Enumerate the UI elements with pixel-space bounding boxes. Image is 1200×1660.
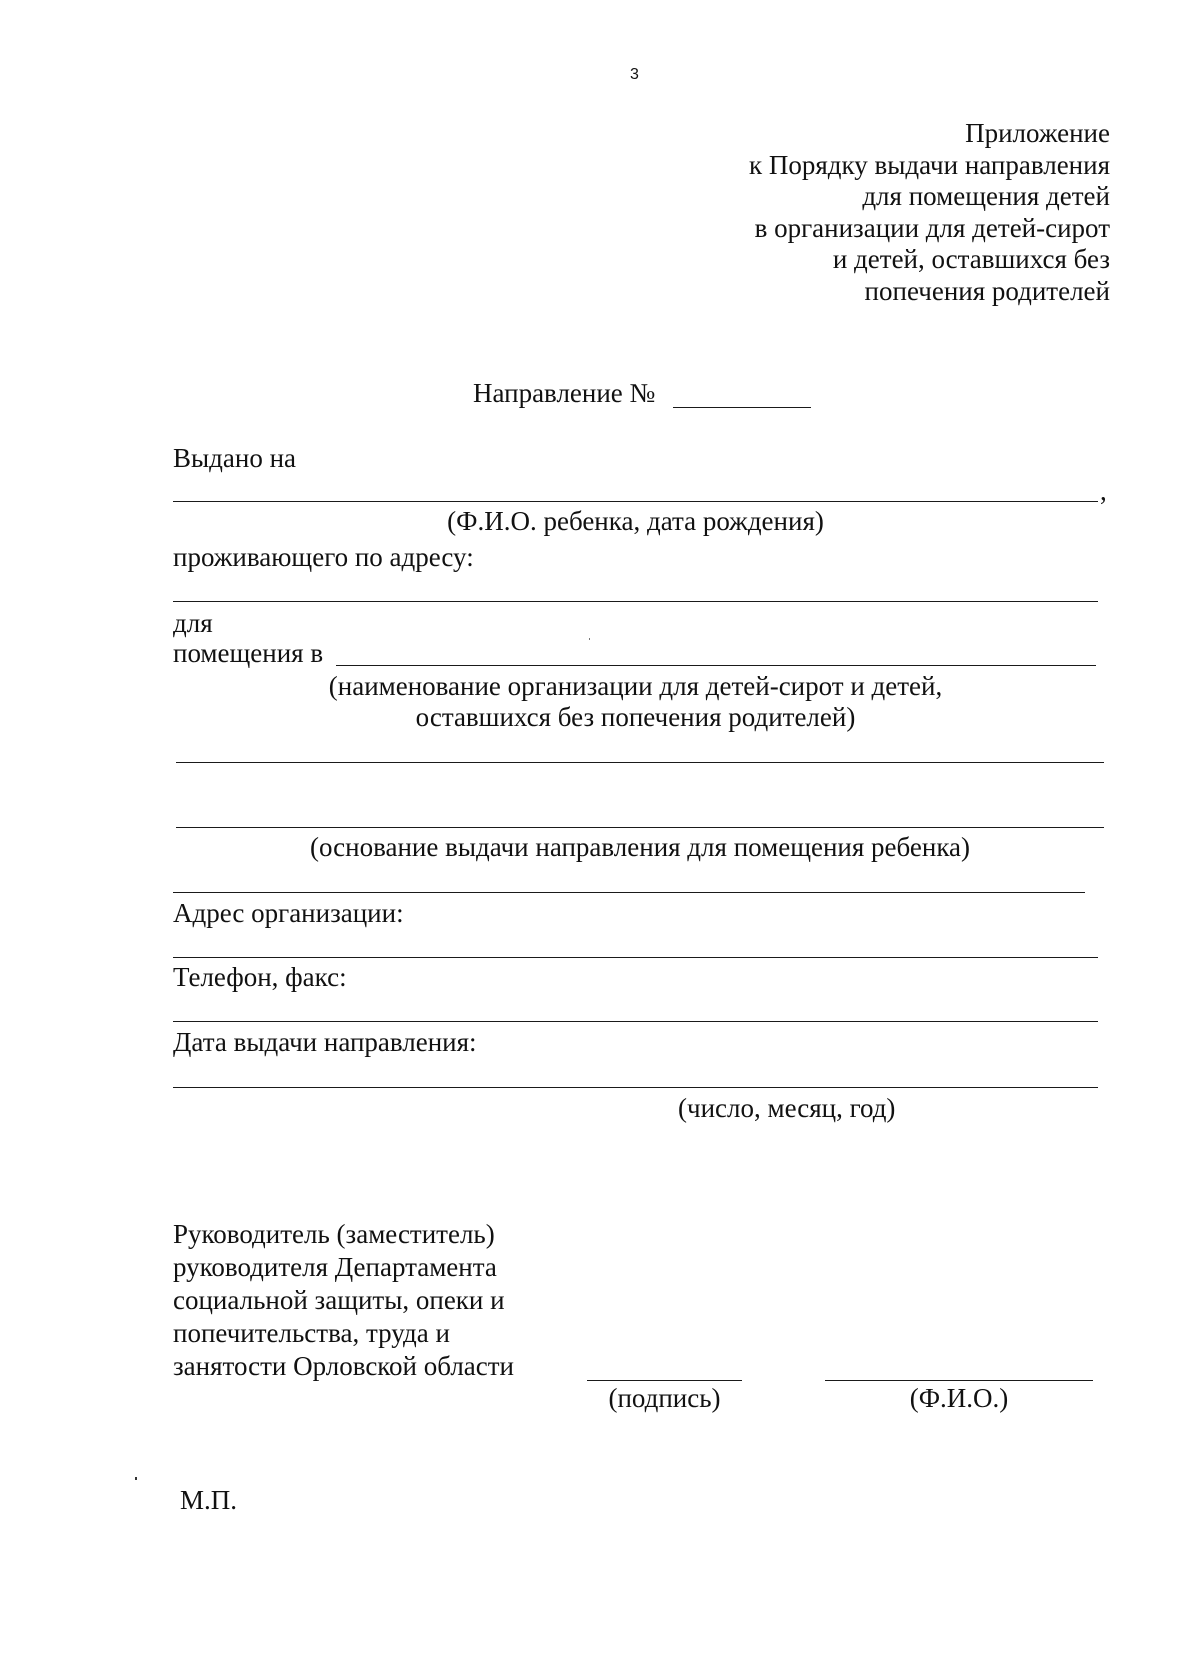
page-number: 3 xyxy=(630,66,639,83)
trailing-comma: , xyxy=(1100,476,1107,506)
appendix-line: попечения родителей xyxy=(864,275,1110,306)
signatory-line: попечительства, труда и xyxy=(173,1318,450,1348)
child-name-line[interactable] xyxy=(173,501,1098,502)
org-address-label: Адрес организации: xyxy=(173,898,404,928)
signature-line[interactable] xyxy=(587,1380,742,1381)
issue-date-caption: (число, месяц, год) xyxy=(678,1093,896,1123)
placement-label-line2: помещения в xyxy=(173,638,324,668)
issued-to-label: Выдано на xyxy=(173,443,297,473)
phone-label: Телефон, факс: xyxy=(173,962,347,992)
organization-caption-line1: (наименование организации для детей-сирот и детей, xyxy=(328,671,943,701)
phone-line[interactable] xyxy=(173,1021,1098,1022)
organization-caption-line2: оставшихся без попечения родителей) xyxy=(415,702,856,732)
appendix-line: для помещения детей xyxy=(862,181,1110,211)
scan-speck xyxy=(589,638,590,640)
blank-line[interactable] xyxy=(176,762,1104,763)
basis-line-2[interactable] xyxy=(173,892,1085,893)
signatory-line: занятости Орловской области xyxy=(173,1351,515,1381)
signatory-name-caption: (Ф.И.О.) xyxy=(909,1383,1009,1413)
basis-caption: (основание выдачи направления для помещения ребенка) xyxy=(309,832,971,862)
address-label: проживающего по адресу: xyxy=(173,542,474,572)
number-field-line[interactable] xyxy=(673,407,811,408)
document-title: Направление № xyxy=(473,378,656,408)
address-line[interactable] xyxy=(173,601,1098,602)
appendix-line: к Порядку выдачи направления xyxy=(749,149,1110,180)
issue-date-line[interactable] xyxy=(173,1087,1098,1088)
appendix-line: в организации для детей-сирот xyxy=(754,212,1110,243)
signature-caption: (подпись) xyxy=(608,1383,721,1413)
child-name-caption: (Ф.И.О. ребенка, дата рождения) xyxy=(447,506,824,536)
signatory-name-line[interactable] xyxy=(825,1380,1093,1381)
scan-speck xyxy=(135,1477,137,1480)
signatory-line: социальной защиты, опеки и xyxy=(173,1285,505,1315)
appendix-header xyxy=(749,118,1110,307)
organization-name-line[interactable] xyxy=(336,665,1096,666)
signatory-line: руководителя Департамента xyxy=(173,1252,497,1282)
appendix-line: и детей, оставшихся без xyxy=(832,244,1110,274)
stamp-placeholder: М.П. xyxy=(180,1485,238,1515)
placement-label-line1: для xyxy=(173,608,213,638)
appendix-line: Приложение xyxy=(965,118,1110,148)
issue-date-label: Дата выдачи направления: xyxy=(173,1027,477,1057)
org-address-line[interactable] xyxy=(173,957,1098,958)
basis-line[interactable] xyxy=(176,827,1104,828)
signatory-line: Руководитель (заместитель) xyxy=(173,1219,495,1249)
